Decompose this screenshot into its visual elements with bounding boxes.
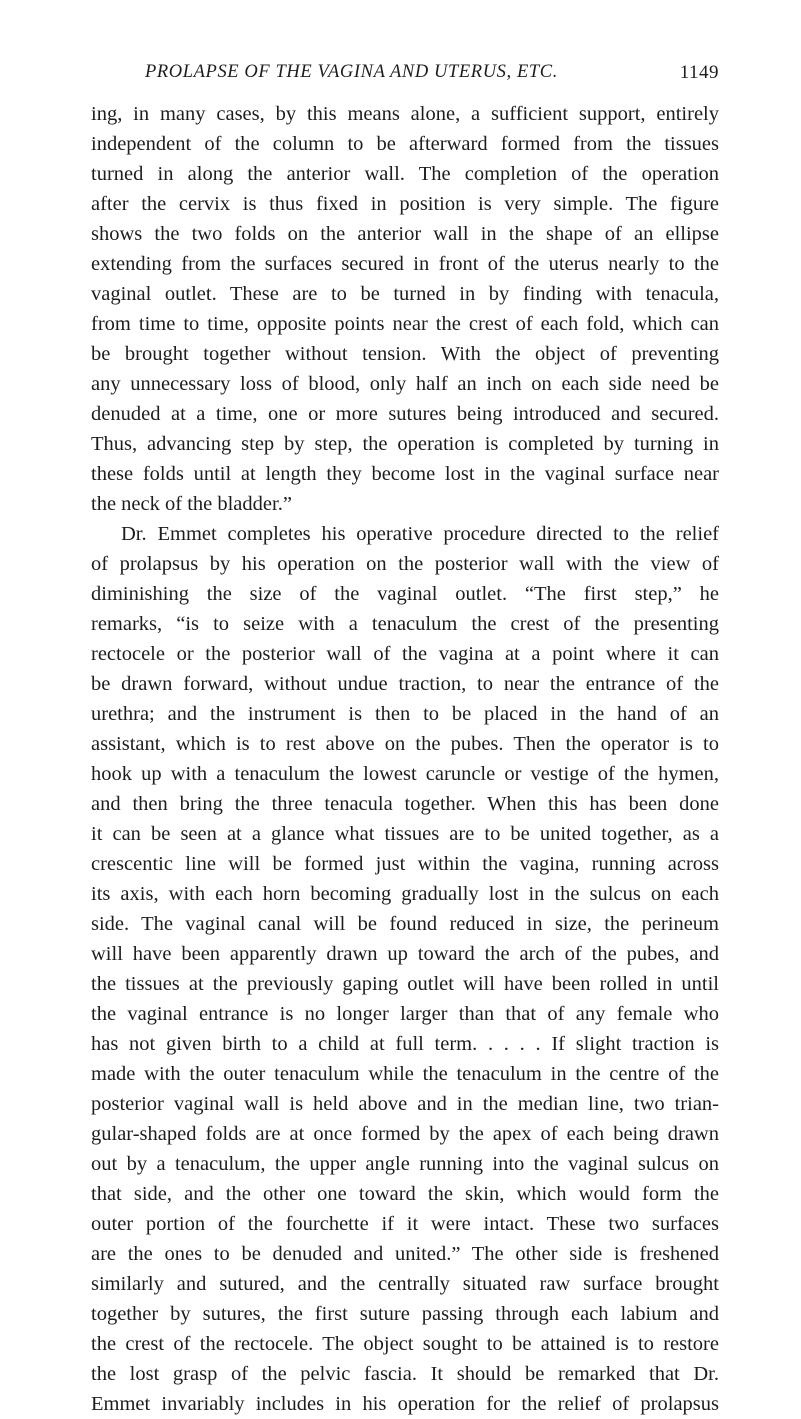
text-line: are the ones to be denuded and united.” The other side is freshened [91,1243,719,1265]
text-line: side. The vaginal canal will be found reduced in size, the perineum [91,913,719,935]
text-line: be brought together without tension. With the object of preventing [91,343,719,365]
text-line: posterior vaginal wall is held above and in the median line, two trian- [91,1093,719,1115]
text-line: gular-shaped folds are at once formed by the apex of each being drawn [91,1123,719,1145]
text-line: shows the two folds on the anterior wall in the shape of an ellipse [91,223,719,245]
text-line: of prolapsus by his operation on the posterior wall with the view of [91,553,719,575]
text-line: the vaginal entrance is no longer larger than that of any female who [91,1003,719,1025]
text-line: together by sutures, the first suture passing through each labium and [91,1303,719,1325]
text-line: assistant, which is to rest above on the pubes. Then the operator is to [91,733,719,755]
text-line: the lost grasp of the pelvic fascia. It should be remarked that Dr. [91,1363,719,1385]
text-line: rectocele or the posterior wall of the vagina at a point where it can [91,643,719,665]
text-line: that side, and the other one toward the skin, which would form the [91,1183,719,1205]
text-line: independent of the column to be afterward formed from the tissues [91,133,719,155]
text-line: be drawn forward, without undue traction, to near the entrance of the [91,673,719,695]
text-line: out by a tenaculum, the upper angle running into the vaginal sulcus on [91,1153,719,1175]
text-line: vaginal outlet. These are to be turned in by finding with tenacula, [91,283,719,305]
page-number: 1149 [679,62,719,83]
running-title: PROLAPSE OF THE VAGINA AND UTERUS, ETC. [145,62,558,82]
text-line: crescentic line will be formed just within the vagina, running across [91,853,719,875]
text-line: turned in along the anterior wall. The completion of the operation [91,163,719,185]
text-line: after the cervix is thus fixed in position is very simple. The figure [91,193,719,215]
text-line: similarly and sutured, and the centrally situated raw surface brought [91,1273,719,1295]
text-line: it can be seen at a glance what tissues are to be united together, as a [91,823,719,845]
text-line: any unnecessary loss of blood, only half an inch on each side need be [91,373,719,395]
text-line: will have been apparently drawn up toward the arch of the pubes, and [91,943,719,965]
running-head [145,62,719,86]
text-line: denuded at a time, one or more sutures being introduced and secured. [91,403,719,425]
text-line: urethra; and the instrument is then to be placed in the hand of an [91,703,719,725]
text-line: the crest of the rectocele. The object sought to be attained is to restore [91,1333,719,1355]
text-line: and then bring the three tenacula together. When this has been done [91,793,719,815]
text-line: made with the outer tenaculum while the tenaculum in the centre of the [91,1063,719,1085]
text-line: extending from the surfaces secured in front of the uterus nearly to the [91,253,719,275]
text-line: Thus, advancing step by step, the operation is completed by turning in [91,433,719,455]
text-line: the tissues at the previously gaping outlet will have been rolled in until [91,973,719,995]
text-line: outer portion of the fourchette if it were intact. These two surfaces [91,1213,719,1235]
text-line: has not given birth to a child at full term. . . . . If slight traction is [91,1033,719,1055]
text-line: diminishing the size of the vaginal outlet. “The first step,” he [91,583,719,605]
text-line: the neck of the bladder.” [91,493,292,515]
text-line: ing, in many cases, by this means alone, a sufficient support, entirely [91,103,719,125]
text-line: Dr. Emmet completes his operative procedure directed to the relief [121,523,719,545]
text-line: these folds until at length they become lost in the vaginal surface near [91,463,719,485]
body-text [91,99,719,1419]
text-line: remarks, “is to seize with a tenaculum the crest of the presenting [91,613,719,635]
text-line: its axis, with each horn becoming gradually lost in the sulcus on each [91,883,719,905]
text-line: from time to time, opposite points near the crest of each fold, which can [91,313,719,335]
text-line: hook up with a tenaculum the lowest caruncle or vestige of the hymen, [91,763,719,785]
text-line: Emmet invariably includes in his operation for the relief of prolapsus [91,1393,719,1415]
